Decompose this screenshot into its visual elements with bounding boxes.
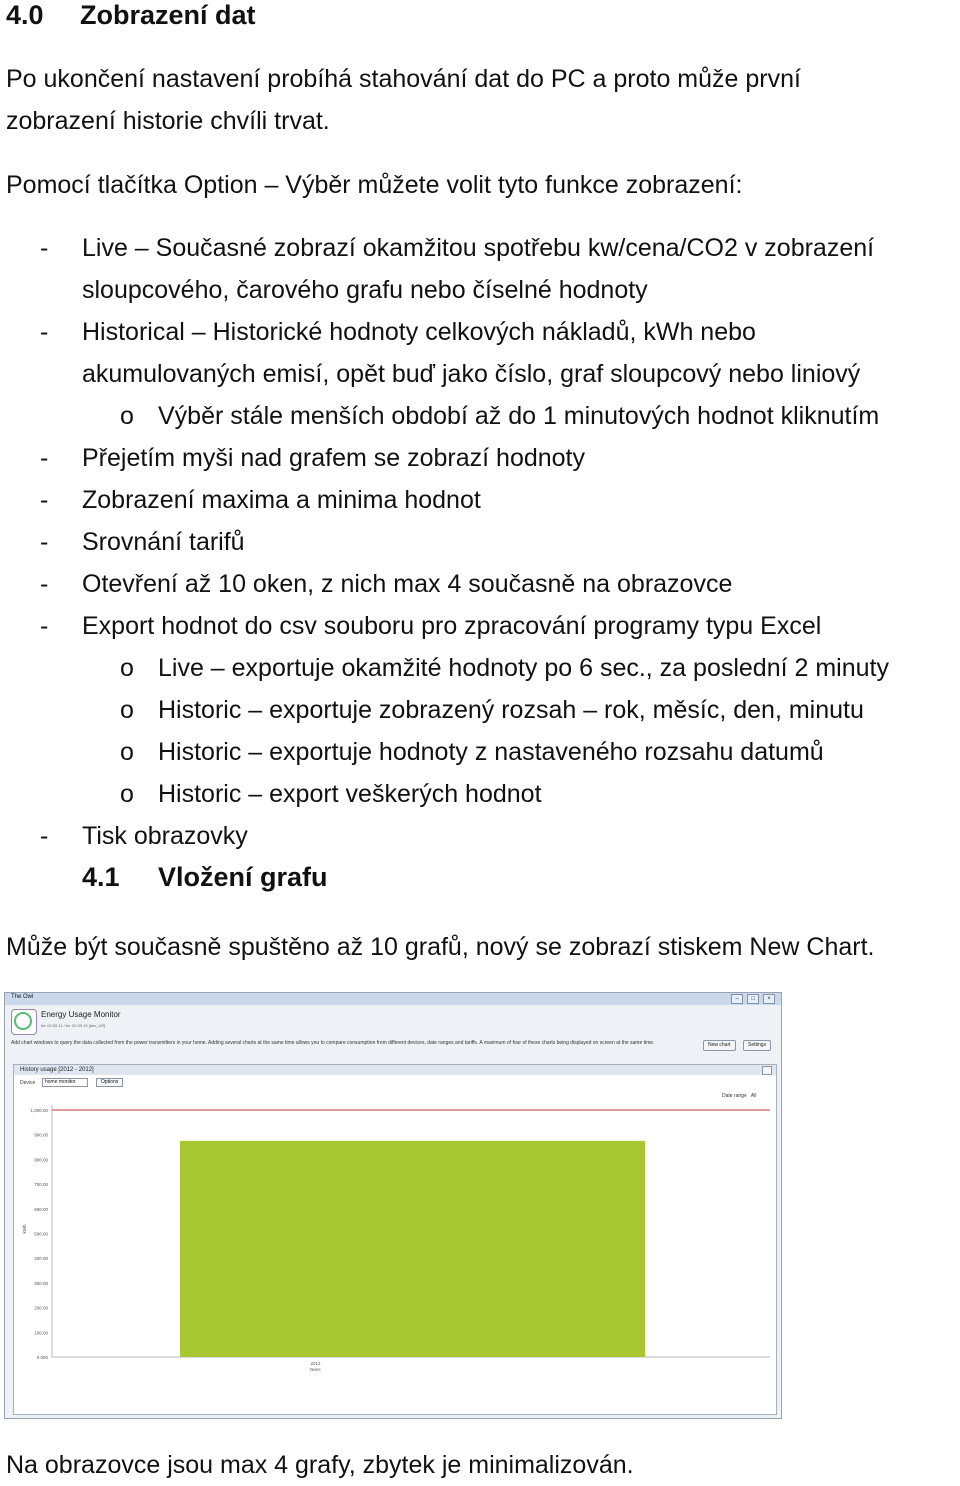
usage-chart — [14, 1065, 776, 1414]
section-title: Zobrazení dat — [80, 0, 256, 30]
intro-line-1: Po ukončení nastavení probíhá stahování dat do PC a proto může první — [6, 65, 801, 93]
firmware-info: fw: 02.09.11 / fw: 02.09.19 [dev_US] — [41, 1023, 106, 1028]
y-tick-label: 200.00 — [34, 1305, 48, 1311]
subsection-title: Vložení grafu — [158, 862, 328, 892]
subsection-number: 4.1 — [82, 862, 120, 892]
y-tick-label: 500.00 — [34, 1231, 48, 1237]
date-range-label: Date range — [722, 1093, 747, 1099]
new-chart-button[interactable]: New chart — [703, 1040, 736, 1051]
y-tick-label: 1,000.00 — [30, 1108, 48, 1113]
y-tick-label: 400.00 — [34, 1256, 48, 1262]
bar — [180, 1141, 645, 1357]
device-label: Device — [20, 1080, 36, 1086]
y-axis-label: kWh — [22, 1224, 27, 1234]
chart-window-title: History usage [2012 - 2012] — [20, 1067, 94, 1073]
y-tick-label: 900.00 — [34, 1132, 48, 1138]
x-axis-label: Years — [309, 1367, 321, 1372]
close-icon[interactable]: × — [763, 994, 775, 1004]
intro-line-2: zobrazení historie chvíli trvat. — [6, 107, 330, 135]
y-tick-label: 100.00 — [34, 1330, 48, 1336]
window-titlebar — [5, 993, 781, 1005]
app-description: Add chart windows to query the data collected from the power transmitters in your home. Adding several charts at the same time allows you to compare consumption from different devices, date ranges and tariffs. A maximum of four of these charts being displayed on screen at the same time. — [11, 1040, 655, 1046]
app-screenshot — [4, 992, 782, 1419]
y-tick-label: 600.00 — [34, 1206, 48, 1212]
y-tick-label: 300.00 — [34, 1280, 48, 1286]
new-chart-paragraph: Může být současně spuštěno až 10 grafů, nový se zobrazí stiskem New Chart. — [6, 933, 875, 961]
device-select[interactable]: home monitor — [42, 1078, 88, 1087]
y-tick-label: 800.00 — [34, 1157, 48, 1163]
minimize-icon[interactable]: – — [731, 994, 743, 1004]
window-title: The Owl — [11, 994, 34, 1000]
x-tick-label: 2012 — [310, 1361, 321, 1366]
section-heading — [6, 0, 256, 31]
option-intro: Pomocí tlačítka Option – Výběr můžete volit tyto funkce zobrazení: — [6, 171, 743, 199]
maximize-icon[interactable]: □ — [747, 994, 759, 1004]
y-tick-label: 700.00 — [34, 1182, 48, 1188]
app-title: Energy Usage Monitor — [41, 1010, 121, 1019]
owl-logo — [11, 1009, 37, 1035]
settings-button[interactable]: Settings — [743, 1040, 771, 1051]
section-number: 4.0 — [6, 0, 44, 30]
y-tick-label: 0.000 — [36, 1355, 48, 1360]
chart-window — [13, 1064, 777, 1415]
subsection-heading — [82, 862, 328, 893]
options-button[interactable]: Options — [96, 1078, 123, 1087]
date-range-value: All — [750, 1093, 757, 1099]
closing-line: Na obrazovce jsou max 4 grafy, zbytek je minimalizován. — [6, 1451, 634, 1479]
